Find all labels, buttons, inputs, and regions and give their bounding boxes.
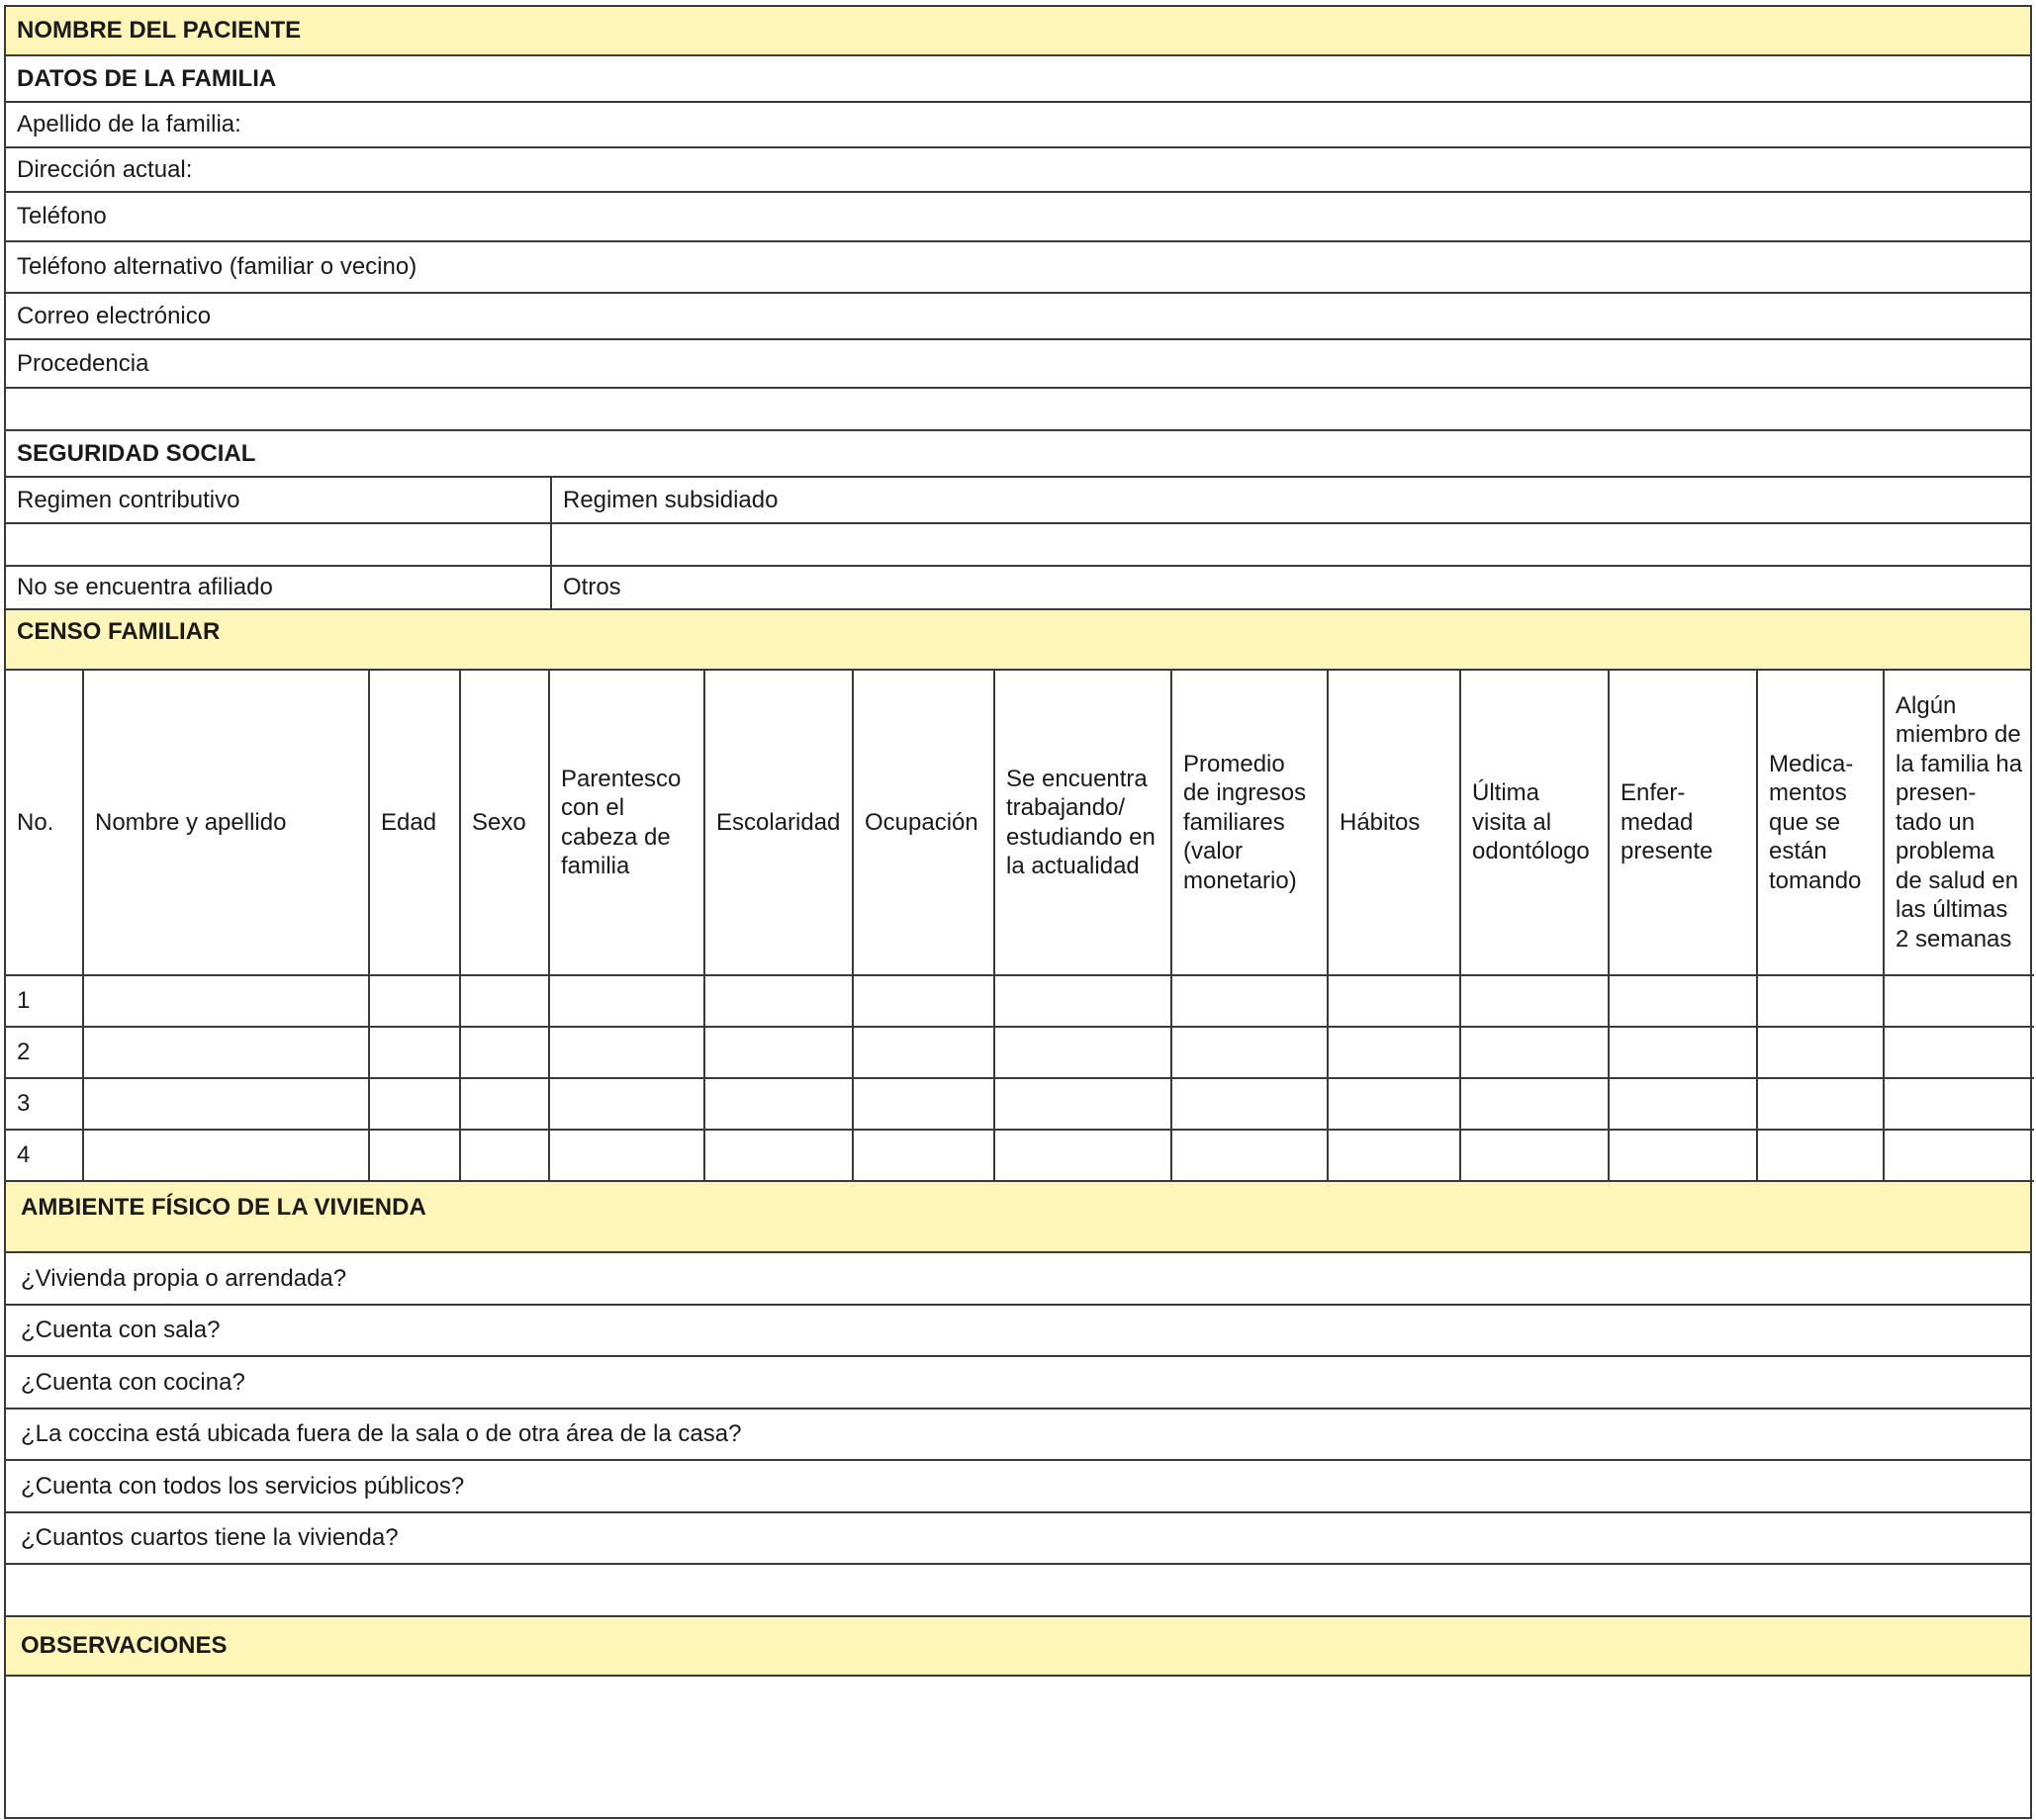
table-cell[interactable] bbox=[1609, 1078, 1757, 1130]
alt-phone-label: Teléfono alternativo (familiar o vecino) bbox=[17, 253, 417, 280]
email-field[interactable] bbox=[6, 294, 2030, 340]
housing-question-owned[interactable] bbox=[6, 1253, 2030, 1306]
table-row bbox=[6, 1078, 2034, 1130]
row-number: 2 bbox=[6, 1027, 83, 1078]
regime-row bbox=[6, 478, 2030, 524]
question-label: ¿Vivienda propia o arrendada? bbox=[21, 1264, 347, 1292]
table-cell[interactable] bbox=[1884, 1130, 2034, 1181]
question-label: ¿Cuantos cuartos tiene la vivienda? bbox=[21, 1524, 399, 1551]
table-cell[interactable] bbox=[1460, 1130, 1609, 1181]
contributive-blank-cell[interactable] bbox=[6, 524, 552, 565]
table-cell[interactable] bbox=[1884, 975, 2034, 1027]
table-row bbox=[6, 975, 2034, 1027]
col-schooling: Escolaridad bbox=[704, 671, 853, 975]
housing-header bbox=[6, 1182, 2030, 1253]
housing-title: AMBIENTE FÍSICO DE LA VIVIENDA bbox=[21, 1194, 426, 1221]
table-cell[interactable] bbox=[1460, 975, 1609, 1027]
table-cell[interactable] bbox=[1171, 975, 1328, 1027]
col-income: Promedio de ingresos familiares (valor monetario) bbox=[1171, 671, 1328, 975]
table-cell[interactable] bbox=[460, 1078, 549, 1130]
table-cell[interactable] bbox=[704, 1027, 853, 1078]
table-cell[interactable] bbox=[460, 975, 549, 1027]
table-cell[interactable] bbox=[1328, 975, 1460, 1027]
table-cell[interactable] bbox=[994, 975, 1171, 1027]
alt-phone-field[interactable] bbox=[6, 242, 2030, 294]
observations-area[interactable] bbox=[6, 1677, 2030, 1817]
table-cell[interactable] bbox=[369, 1078, 460, 1130]
table-cell[interactable] bbox=[1757, 1078, 1884, 1130]
question-label: ¿Cuenta con todos los servicios públicos? bbox=[21, 1472, 465, 1500]
table-cell[interactable] bbox=[1609, 1027, 1757, 1078]
contributive-regime-label: Regimen contributivo bbox=[17, 486, 240, 513]
question-label: ¿La coccina está ubicada fuera de la sala o de otra área de la casa? bbox=[21, 1420, 742, 1447]
table-cell[interactable] bbox=[549, 1130, 704, 1181]
social-security-title: SEGURIDAD SOCIAL bbox=[17, 439, 256, 467]
table-cell[interactable] bbox=[1884, 1078, 2034, 1130]
col-last-dentist: Última visita al odontólogo bbox=[1460, 671, 1609, 975]
table-cell[interactable] bbox=[549, 1027, 704, 1078]
table-cell[interactable] bbox=[1757, 975, 1884, 1027]
census-header-row bbox=[6, 671, 2034, 975]
question-label: ¿Cuenta con cocina? bbox=[21, 1368, 245, 1396]
table-cell[interactable] bbox=[1171, 1027, 1328, 1078]
table-cell[interactable] bbox=[549, 1078, 704, 1130]
patient-name-header bbox=[6, 7, 2030, 56]
blank-row[interactable] bbox=[6, 389, 2030, 431]
current-address-label: Dirección actual: bbox=[17, 155, 193, 183]
table-cell[interactable] bbox=[853, 1027, 994, 1078]
table-cell[interactable] bbox=[1328, 1078, 1460, 1130]
others-cell[interactable] bbox=[552, 567, 2030, 608]
subsidized-regime-label: Regimen subsidiado bbox=[563, 486, 779, 513]
observations-title: OBSERVACIONES bbox=[21, 1632, 228, 1659]
col-occupation: Ocupación bbox=[853, 671, 994, 975]
family-data-title: DATOS DE LA FAMILIA bbox=[17, 64, 277, 92]
patient-name-label: NOMBRE DEL PACIENTE bbox=[17, 17, 302, 44]
regime-blank-row bbox=[6, 524, 2030, 567]
table-cell[interactable] bbox=[1757, 1027, 1884, 1078]
table-cell[interactable] bbox=[1609, 975, 1757, 1027]
col-recent-health-problem: Algún miembro de la familia ha presen- tado un problema de salud en las últimas 2 semanas bbox=[1896, 691, 2023, 953]
col-full-name: Nombre y apellido bbox=[83, 671, 369, 975]
col-age: Edad bbox=[369, 671, 460, 975]
table-row bbox=[6, 1130, 2034, 1181]
table-cell[interactable] bbox=[704, 1130, 853, 1181]
table-cell[interactable] bbox=[83, 975, 369, 1027]
table-cell[interactable] bbox=[853, 975, 994, 1027]
table-row bbox=[6, 1027, 2034, 1078]
table-cell[interactable] bbox=[704, 1078, 853, 1130]
not-affiliated-label: No se encuentra afiliado bbox=[17, 574, 273, 600]
table-cell[interactable] bbox=[1460, 1027, 1609, 1078]
census-header bbox=[6, 610, 2030, 671]
email-label: Correo electrónico bbox=[17, 302, 212, 329]
housing-question-living-room[interactable] bbox=[6, 1306, 2030, 1357]
table-cell[interactable] bbox=[1884, 1027, 2034, 1078]
table-cell[interactable] bbox=[369, 975, 460, 1027]
housing-question-rooms[interactable] bbox=[6, 1513, 2030, 1565]
origin-field[interactable] bbox=[6, 340, 2030, 389]
not-affiliated-cell[interactable] bbox=[6, 567, 552, 608]
table-cell[interactable] bbox=[994, 1027, 1171, 1078]
table-cell[interactable] bbox=[1328, 1130, 1460, 1181]
origin-label: Procedencia bbox=[17, 349, 149, 377]
table-cell[interactable] bbox=[460, 1130, 549, 1181]
table-cell[interactable] bbox=[1171, 1130, 1328, 1181]
col-medications: Medica- mentos que se están tomando bbox=[1757, 671, 1884, 975]
table-cell[interactable] bbox=[1171, 1078, 1328, 1130]
housing-question-kitchen-location[interactable] bbox=[6, 1410, 2030, 1461]
social-security-header bbox=[6, 431, 2030, 478]
housing-question-public-services[interactable] bbox=[6, 1461, 2030, 1513]
housing-question-kitchen[interactable] bbox=[6, 1357, 2030, 1410]
table-cell[interactable] bbox=[369, 1130, 460, 1181]
table-cell[interactable] bbox=[1609, 1130, 1757, 1181]
question-label: ¿Cuenta con sala? bbox=[21, 1317, 221, 1343]
table-cell[interactable] bbox=[460, 1027, 549, 1078]
phone-field[interactable] bbox=[6, 193, 2030, 242]
col-disease: Enfer- medad presente bbox=[1609, 671, 1757, 975]
col-relationship: Parentesco con el cabeza de familia bbox=[549, 671, 704, 975]
table-cell[interactable] bbox=[1460, 1078, 1609, 1130]
table-cell[interactable] bbox=[549, 975, 704, 1027]
table-cell[interactable] bbox=[994, 1130, 1171, 1181]
table-cell[interactable] bbox=[704, 975, 853, 1027]
table-cell[interactable] bbox=[853, 1130, 994, 1181]
observations-header bbox=[6, 1617, 2030, 1677]
subsidized-regime-cell[interactable] bbox=[552, 478, 2030, 522]
table-cell[interactable] bbox=[1328, 1027, 1460, 1078]
col-number: No. bbox=[6, 671, 83, 975]
subsidized-blank-cell[interactable] bbox=[552, 524, 2030, 565]
table-cell[interactable] bbox=[83, 1130, 369, 1181]
col-sex: Sexo bbox=[460, 671, 549, 975]
table-cell[interactable] bbox=[853, 1078, 994, 1130]
family-data-header bbox=[6, 56, 2030, 103]
table-cell[interactable] bbox=[83, 1078, 369, 1130]
table-cell[interactable] bbox=[994, 1078, 1171, 1130]
contributive-regime-cell[interactable] bbox=[6, 478, 552, 522]
row-number: 3 bbox=[6, 1078, 83, 1130]
table-cell[interactable] bbox=[369, 1027, 460, 1078]
current-address-field[interactable] bbox=[6, 148, 2030, 193]
col-habits: Hábitos bbox=[1328, 671, 1460, 975]
others-label: Otros bbox=[563, 574, 621, 600]
family-health-form bbox=[4, 5, 2032, 1819]
table-cell[interactable] bbox=[1757, 1130, 1884, 1181]
census-title: CENSO FAMILIAR bbox=[17, 618, 221, 645]
row-number: 4 bbox=[6, 1130, 83, 1181]
row-number: 1 bbox=[6, 975, 83, 1027]
family-surname-field[interactable] bbox=[6, 103, 2030, 148]
housing-blank-row[interactable] bbox=[6, 1565, 2030, 1617]
table-cell[interactable] bbox=[83, 1027, 369, 1078]
col-working-studying: Se encuentra trabajando/ estudiando en la actualidad bbox=[994, 671, 1171, 975]
phone-label: Teléfono bbox=[17, 203, 107, 229]
family-census-table bbox=[6, 671, 2034, 1182]
family-surname-label: Apellido de la familia: bbox=[17, 111, 241, 137]
affiliation-row bbox=[6, 567, 2030, 610]
